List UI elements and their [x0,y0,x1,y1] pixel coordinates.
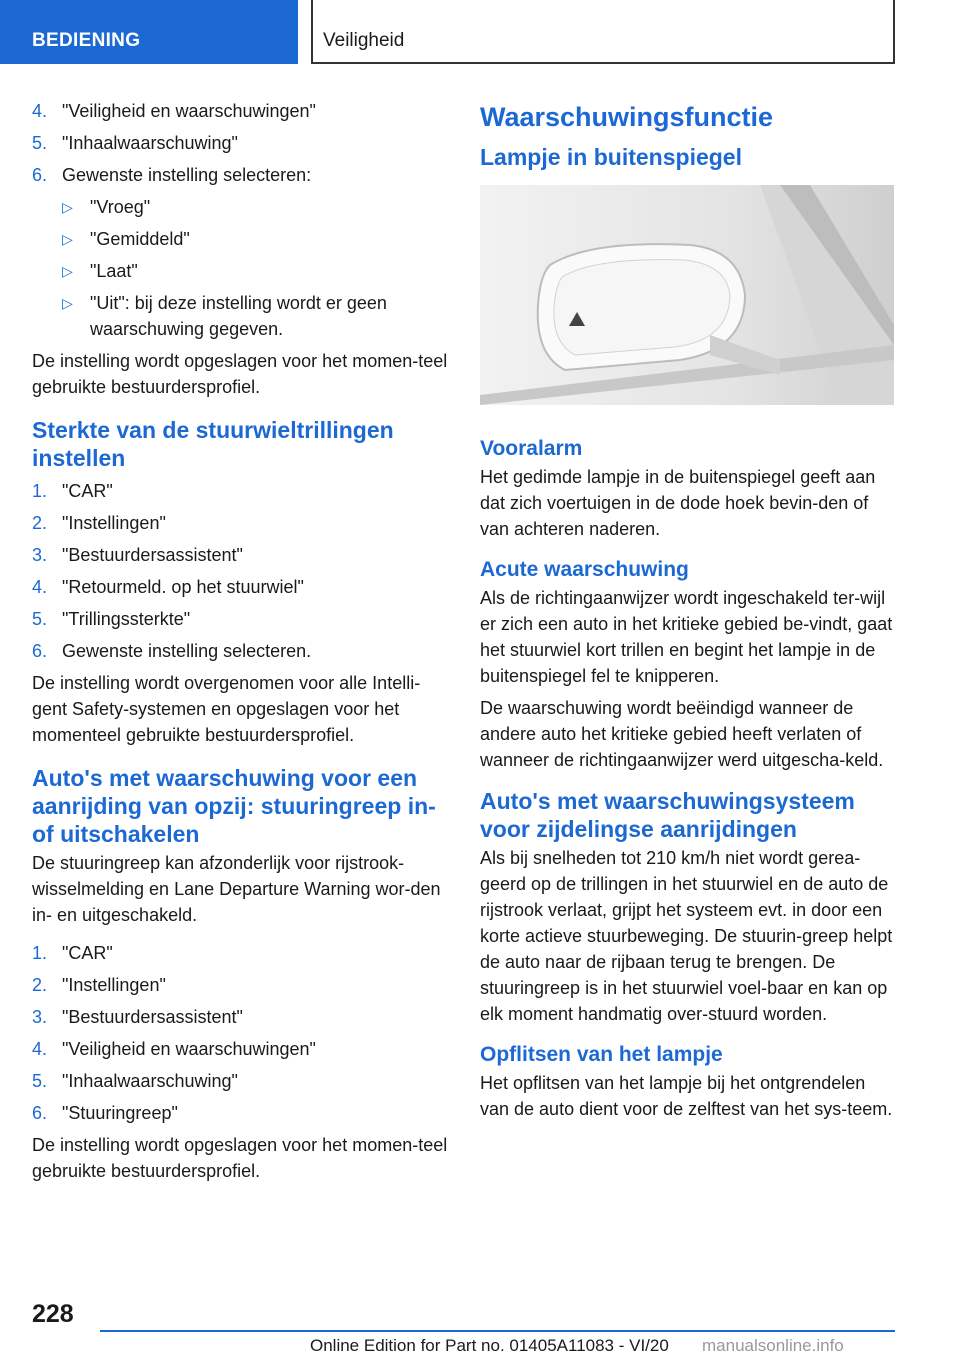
footer-divider [100,1330,895,1332]
list-item: ▷ "Laat" [32,258,448,284]
triangle-bullet-icon: ▷ [62,263,73,279]
section-heading: Acute waarschuwing [480,558,689,581]
section-title-main: Waarschuwingsfunctie [480,102,774,132]
list-item: 4. "Veiligheid en waarschuwingen" [32,1039,316,1059]
triangle-bullet-icon: ▷ [62,231,73,247]
list-item: 6. Gewenste instelling selecteren: [32,165,312,185]
page-number: 228 [32,1300,74,1328]
paragraph: De instelling wordt opgeslagen voor het momen-teel gebruikte bestuurdersprofiel. [32,1135,448,1181]
section-heading: Opflitsen van het lampje [480,1043,723,1066]
footer-edition: Online Edition for Part no. 01405A11083 - VI/20 [310,1336,669,1355]
section-heading: Auto's met waarschuwingsysteem voor zijdelingse aanrijdingen [480,788,855,842]
paragraph: Het gedimde lampje in de buitenspiegel geeft aan dat zich voertuigen in de dode hoek bevin-den of van achteren naderen. [480,467,876,539]
list-item: 4. "Veiligheid en waarschuwingen" [32,101,316,121]
list-item: ▷ "Gemiddeld" [32,226,448,252]
top-steps-list [32,98,448,188]
list-item: ▷ "Vroeg" [32,194,448,220]
list-item: 5. "Inhaalwaarschuwing" [32,1071,238,1091]
paragraph: Als de richtingaanwijzer wordt ingeschakeld ter-wijl er zich een auto in het kritieke gebied be-vindt, gaat het stuurwiel kort trillen en begint het lampje in de buitenspiegel fel te knipperen. [480,588,893,686]
section-title: BEDIENING [32,30,141,51]
section-header [0,0,298,64]
paragraph: De waarschuwing wordt beëindigd wanneer de andere auto het kritieke gebied heeft verlaten of wanneer de richtingaanwijzer werd uitgescha-keld. [480,698,884,770]
list-item: 2. "Instellingen" [32,513,166,533]
paragraph: De instelling wordt overgenomen voor alle Intelli-gent Safety-systemen en opgeslagen voor het momenteel gebruikte bestuurdersprofiel. [32,673,421,745]
paragraph: De stuuringreep kan afzonderlijk voor rijstrook-wisselmelding en Lane Departure Warning wor-den in- en uitgeschakeld. [32,853,441,925]
section-heading: Lampje in buitenspiegel [480,144,742,170]
list-item: 6. "Stuuringreep" [32,1103,178,1123]
paragraph: Als bij snelheden tot 210 km/h niet wordt gerea-geerd op de trillingen in het stuurwiel en de auto de rijstrook verlaat, grijpt het systeem evt. in door een korte actieve stuurbeweging. De stuurin-greep helpt de auto naar de rijbaan terug te brengen. De stuuringreep is in het stuurwiel voel-baar en kan op elk moment handmatig over-stuurd worden. [480,848,893,1024]
triangle-bullet-icon: ▷ [62,295,73,311]
section-heading: Auto's met waarschuwing voor een aanrijding van opzij: stuuringreep in- of uitschakelen [32,765,436,847]
list-item: 5. "Inhaalwaarschuwing" [32,133,238,153]
list-item: 2. "Instellingen" [32,975,166,995]
left-column [32,98,448,1190]
option-sublist [32,194,448,342]
topic-title: Veiligheid [323,30,405,51]
paragraph: Het opflitsen van het lampje bij het ontgrendelen van de auto dient voor de zelftest van het sys-teem. [480,1073,893,1119]
steps-list [32,940,448,1126]
side-mirror-image [480,185,894,405]
triangle-bullet-icon: ▷ [62,199,73,215]
list-item: 1. "CAR" [32,943,113,963]
list-item: ▷ "Uit": bij deze instelling wordt er geen waarschuwing gegeven. [32,290,448,342]
list-item: 6. Gewenste instelling selecteren. [32,641,312,661]
list-item: 4. "Retourmeld. op het stuurwiel" [32,577,304,597]
section-heading: Sterkte van de stuurwieltrillingen instellen [32,417,394,471]
steps-list [32,478,448,664]
list-item: 5. "Trillingssterkte" [32,609,191,629]
list-item: 1. "CAR" [32,481,113,501]
right-column [480,98,896,1128]
paragraph: De instelling wordt opgeslagen voor het momen-teel gebruikte bestuurdersprofiel. [32,351,448,397]
list-item: 3. "Bestuurdersassistent" [32,1007,243,1027]
section-heading: Vooralarm [480,437,583,460]
list-item: 3. "Bestuurdersassistent" [32,545,243,565]
watermark-brand: manualsonline.info [702,1336,844,1355]
